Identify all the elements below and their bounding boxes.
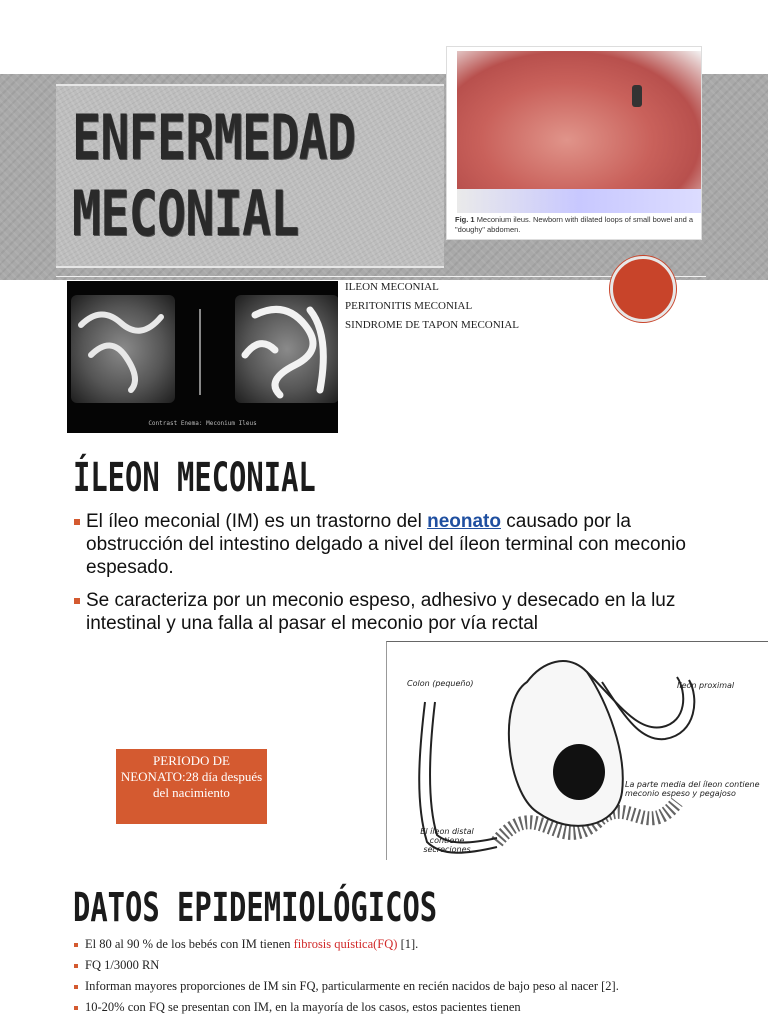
fibrosis-quistica-term: fibrosis quística(FQ) [293,937,398,951]
newborn-photo-figure [446,46,702,240]
photo-sheet [457,189,701,213]
label-parte-media: La parte media del íleon contiene meconio espeso y pegajoso [625,780,760,798]
newborn-photo [457,51,701,213]
label-colon: Colon (pequeño) [407,679,474,688]
epi-item [74,938,754,951]
xray-divider [199,309,201,395]
xray-caption: Contrast Enema: Meconium Ileus [148,420,257,427]
epi-item-1-text-b: [1]. [397,937,419,951]
title-line-1: ENFERMEDAD [72,101,356,174]
topic-item: PERITONITIS MECONIAL [345,300,473,312]
topic-item: SINDROME DE TAPON MECONIAL [345,319,520,331]
ileon-bullets [74,510,714,645]
label-ileon-proximal: Ileon proximal [677,681,735,690]
bullet-characteristics: Se caracteriza por un meconio espeso, adhesivo y desecado en la luz intestinal y una falla al pasar el meconio por vía rectal [74,589,694,635]
topic-list [345,278,519,335]
photo-caption [455,215,699,235]
epidemiology-list [74,938,754,1022]
epi-item: FQ 1/3000 RN [74,959,754,972]
banner-rule [56,276,706,277]
bullet-definition-text-b: causado por la obstrucción del intestino delgado a nivel del íleon terminal con meconio espesado. [86,511,686,578]
section-heading-ileon: ÍLEON MECONIAL [73,455,316,501]
title-line-2: MECONIAL [72,177,299,250]
neonato-link[interactable]: neonato [427,511,501,532]
epi-item: Informan mayores proporciones de IM sin FQ, particularmente en recién nacidos de bajo peso al nacer [2]. [74,980,754,993]
xray-pane-left [71,295,175,403]
section-heading-epidemiologicos: DATOS EPIDEMIOLÓGICOS [73,885,438,931]
photo-clamp [632,85,642,107]
topic-item: ILEON MECONIAL [345,281,439,293]
page-title [72,100,368,252]
contrast-enema-xray [67,281,338,433]
photo-caption-text: Meconium ileus. Newborn with dilated loops of small bowel and a "doughy" abdomen. [455,215,694,234]
neonato-period-note: PERIODO DE NEONATO:28 día después del nacimiento [116,749,267,824]
photo-caption-label: Fig. 1 [455,215,475,224]
intestine-diagram [386,641,768,860]
decorative-circle [610,256,676,322]
epi-item-1-text-a: El 80 al 90 % de los bebés con IM tienen [85,937,294,951]
bullet-definition [74,510,714,579]
xray-pane-right [235,295,338,403]
bullet-definition-text-a: El íleo meconial (IM) es un trastorno del [86,511,428,532]
label-ileon-distal: El íleon distal contiene secreciones [420,827,474,854]
epi-item: 10-20% con FQ se presentan con IM, en la mayoría de los casos, estos pacientes tienen [74,1001,754,1014]
